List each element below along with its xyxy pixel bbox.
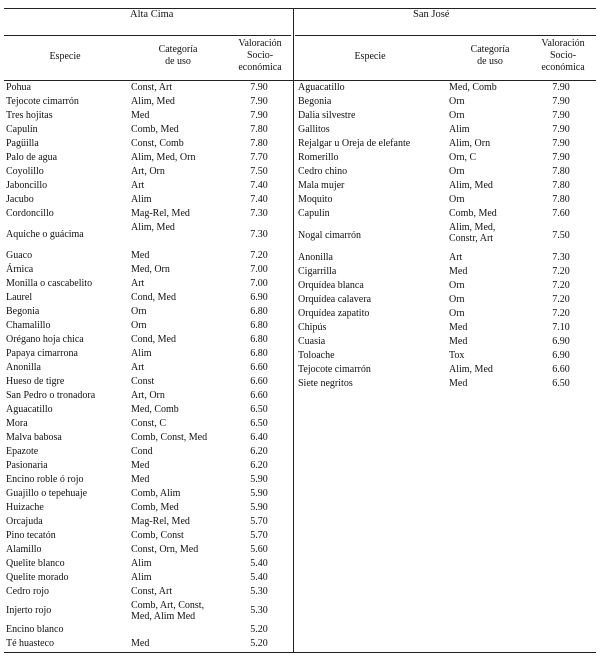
valuation-cell: 5.40 xyxy=(250,572,268,583)
use-category-cell: Alim, Med xyxy=(131,96,175,107)
use-category-cell: Orn, C xyxy=(449,152,477,163)
header-species-right: Especie xyxy=(354,51,386,62)
species-cell: Quelite morado xyxy=(6,572,69,583)
valuation-cell: 7.90 xyxy=(552,152,570,163)
species-cell: San Pedro o tronadora xyxy=(6,390,96,401)
valuation-cell: 6.20 xyxy=(250,446,268,457)
header-use-left: Categoría de uso xyxy=(158,44,198,67)
species-cell: Chamalillo xyxy=(6,320,51,331)
species-cell: Cedro rojo xyxy=(6,586,50,597)
species-cell: Cuasia xyxy=(298,336,326,347)
species-cell: Nogal cimarrón xyxy=(298,230,362,241)
valuation-cell: 7.20 xyxy=(552,308,570,319)
use-category-cell: Alim xyxy=(449,124,470,135)
species-cell: Jaboncillo xyxy=(6,180,48,191)
species-cell: Encino blanco xyxy=(6,624,64,635)
valuation-cell: 7.50 xyxy=(552,230,570,241)
group-rule-left xyxy=(4,35,291,36)
species-cell: Guaco xyxy=(6,250,33,261)
species-cell: Begonia xyxy=(6,306,40,317)
valuation-cell: 5.60 xyxy=(250,544,268,555)
species-cell: Injerto rojo xyxy=(6,605,52,616)
species-cell: Aguacatillo xyxy=(298,82,345,93)
use-category-cell: Const, Art xyxy=(131,586,173,597)
species-cell: Epazote xyxy=(6,446,39,457)
valuation-cell: 7.90 xyxy=(552,124,570,135)
species-cell: Jacubo xyxy=(6,194,34,205)
valuation-cell: 5.40 xyxy=(250,558,268,569)
species-cell: Palo de agua xyxy=(6,152,58,163)
use-category-cell: Tox xyxy=(449,350,465,361)
species-cell: Mora xyxy=(6,418,28,429)
use-category-cell: Med xyxy=(131,110,150,121)
use-category-cell: Alim xyxy=(131,558,152,569)
species-cell: Dalia silvestre xyxy=(298,110,356,121)
use-category-cell: Orn xyxy=(449,166,465,177)
valuation-cell: 7.10 xyxy=(552,322,570,333)
valuation-cell: 7.90 xyxy=(250,96,268,107)
valuation-cell: 6.80 xyxy=(250,334,268,345)
valuation-cell: 6.50 xyxy=(250,404,268,415)
valuation-cell: 5.30 xyxy=(250,605,268,616)
use-category-cell: Alim, Med xyxy=(131,222,175,233)
species-cell: Tres hojitas xyxy=(6,110,53,121)
valuation-cell: 5.20 xyxy=(250,638,268,649)
species-cell: Coyolillo xyxy=(6,166,44,177)
header-value-left: Valoración Socio- económica xyxy=(238,38,282,73)
use-category-cell: Mag-Rel, Med xyxy=(131,208,190,219)
valuation-cell: 7.80 xyxy=(552,166,570,177)
valuation-cell: 5.70 xyxy=(250,530,268,541)
valuation-cell: 7.20 xyxy=(250,250,268,261)
use-category-cell: Art xyxy=(131,180,145,191)
use-category-cell: Med xyxy=(449,378,468,389)
valuation-cell: 7.80 xyxy=(552,194,570,205)
valuation-cell: 6.20 xyxy=(250,460,268,471)
use-category-cell: Med xyxy=(131,638,150,649)
valuation-cell: 5.30 xyxy=(250,586,268,597)
species-cell: Encino roble ó rojo xyxy=(6,474,84,485)
species-cell: Siete negritos xyxy=(298,378,353,389)
use-category-cell: Mag-Rel, Med xyxy=(131,516,190,527)
use-category-cell: Alim xyxy=(131,572,152,583)
valuation-cell: 5.90 xyxy=(250,474,268,485)
species-cell: Alamillo xyxy=(6,544,42,555)
valuation-cell: 5.90 xyxy=(250,502,268,513)
use-category-cell: Med, Comb xyxy=(449,82,497,93)
use-category-cell: Comb, Alim xyxy=(131,488,181,499)
species-cell: Orégano hoja chica xyxy=(6,334,84,345)
use-category-cell: Cond, Med xyxy=(131,292,176,303)
use-category-cell: Orn xyxy=(449,194,465,205)
use-category-cell: Med, Comb xyxy=(131,404,179,415)
use-category-cell: Const, C xyxy=(131,418,167,429)
use-category-cell: Orn xyxy=(449,294,465,305)
species-cell: Anonilla xyxy=(298,252,333,263)
species-cell: Begonia xyxy=(298,96,332,107)
header-species-left: Especie xyxy=(49,51,81,62)
species-cell: Aguacatillo xyxy=(6,404,53,415)
species-cell: Toloache xyxy=(298,350,335,361)
use-category-cell: Orn xyxy=(449,110,465,121)
use-category-cell: Comb, Const, Med xyxy=(131,432,208,443)
use-category-cell: Const, Art xyxy=(131,82,173,93)
use-category-cell: Alim xyxy=(131,348,152,359)
valuation-cell: 7.20 xyxy=(552,294,570,305)
valuation-cell: 5.70 xyxy=(250,516,268,527)
valuation-cell: 7.00 xyxy=(250,264,268,275)
species-cell: Capulín xyxy=(6,124,38,135)
species-cell: Pohua xyxy=(6,82,31,93)
use-category-cell: Comb, Art, Const, Med, Alim Med xyxy=(131,600,205,622)
species-cell: Aquiche o guácima xyxy=(6,229,84,240)
valuation-cell: 7.30 xyxy=(250,229,268,240)
valuation-cell: 6.90 xyxy=(552,336,570,347)
valuation-cell: 7.80 xyxy=(552,180,570,191)
species-cell: Orquídea calavera xyxy=(298,294,372,305)
valuation-cell: 7.90 xyxy=(250,110,268,121)
use-category-cell: Alim, Med, Constr, Art xyxy=(449,222,496,244)
species-cell: Cedro chino xyxy=(298,166,348,177)
valuation-cell: 6.80 xyxy=(250,348,268,359)
valuation-cell: 6.60 xyxy=(250,390,268,401)
valuation-cell: 7.30 xyxy=(552,252,570,263)
species-cell: Orquídea blanca xyxy=(298,280,364,291)
use-category-cell: Orn xyxy=(449,308,465,319)
use-category-cell: Art xyxy=(131,278,145,289)
use-category-cell: Alim, Med xyxy=(449,364,493,375)
valuation-cell: 6.50 xyxy=(552,378,570,389)
species-cell: Romerillo xyxy=(298,152,339,163)
species-cell: Gallitos xyxy=(298,124,330,135)
species-cell: Huizache xyxy=(6,502,44,513)
use-category-cell: Alim, Med xyxy=(449,180,493,191)
valuation-cell: 5.90 xyxy=(250,488,268,499)
use-category-cell: Med xyxy=(131,460,150,471)
valuation-cell: 7.40 xyxy=(250,194,268,205)
use-category-cell: Cond xyxy=(131,446,153,457)
valuation-cell: 6.60 xyxy=(552,364,570,375)
species-cell: Mala mujer xyxy=(298,180,345,191)
species-cell: Anonilla xyxy=(6,362,41,373)
use-category-cell: Orn xyxy=(449,280,465,291)
valuation-cell: 6.80 xyxy=(250,320,268,331)
valuation-cell: 7.70 xyxy=(250,152,268,163)
use-category-cell: Comb, Const xyxy=(131,530,184,541)
species-cell: Tejocote cimarrón xyxy=(6,96,79,107)
valuation-cell: 6.50 xyxy=(250,418,268,429)
group-separator xyxy=(293,8,294,652)
species-cell: Cigarrilla xyxy=(298,266,337,277)
species-cell: Pasionaria xyxy=(6,460,48,471)
species-cell: Quelite blanco xyxy=(6,558,65,569)
table-bottom-rule xyxy=(4,652,596,653)
use-category-cell: Med xyxy=(449,336,468,347)
species-cell: Pino tecatón xyxy=(6,530,56,541)
valuation-cell: 6.40 xyxy=(250,432,268,443)
species-cell: Papaya cimarrona xyxy=(6,348,78,359)
species-cell: Orquídea zapatito xyxy=(298,308,370,319)
use-category-cell: Const, Comb xyxy=(131,138,184,149)
valuation-cell: 7.90 xyxy=(552,110,570,121)
use-category-cell: Med xyxy=(131,474,150,485)
group-title-san-jose: San José xyxy=(413,9,450,20)
species-cell: Moquito xyxy=(298,194,333,205)
species-cell: Orcajuda xyxy=(6,516,43,527)
header-bottom-rule xyxy=(4,80,596,81)
species-cell: Laurel xyxy=(6,292,33,303)
species-cell: Capulín xyxy=(298,208,330,219)
use-category-cell: Orn xyxy=(131,320,147,331)
use-category-cell: Const, Orn, Med xyxy=(131,544,199,555)
use-category-cell: Cond, Med xyxy=(131,334,176,345)
valuation-cell: 7.20 xyxy=(552,280,570,291)
use-category-cell: Med xyxy=(449,322,468,333)
use-category-cell: Art xyxy=(449,252,463,263)
valuation-cell: 7.90 xyxy=(552,138,570,149)
species-cell: Guajillo o tepehuaje xyxy=(6,488,88,499)
use-category-cell: Art xyxy=(131,362,145,373)
use-category-cell: Art, Orn xyxy=(131,166,165,177)
species-cell: Monilla o cascabelito xyxy=(6,278,93,289)
valuation-cell: 6.80 xyxy=(250,306,268,317)
valuation-cell: 7.20 xyxy=(552,266,570,277)
group-rule-right xyxy=(295,35,596,36)
valuation-cell: 6.90 xyxy=(250,292,268,303)
valuation-cell: 7.30 xyxy=(250,208,268,219)
use-category-cell: Med, Orn xyxy=(131,264,170,275)
use-category-cell: Const xyxy=(131,376,155,387)
valuation-cell: 7.90 xyxy=(552,82,570,93)
use-category-cell: Art, Orn xyxy=(131,390,165,401)
valuation-cell: 7.90 xyxy=(552,96,570,107)
use-category-cell: Med xyxy=(131,250,150,261)
species-cell: Rejalgar u Oreja de elefante xyxy=(298,138,411,149)
species-cell: Pagüilla xyxy=(6,138,39,149)
use-category-cell: Alim, Med, Orn xyxy=(131,152,196,163)
use-category-cell: Comb, Med xyxy=(131,502,179,513)
header-use-right: Categoría de uso xyxy=(470,44,510,67)
valuation-cell: 7.80 xyxy=(250,124,268,135)
use-category-cell: Comb, Med xyxy=(449,208,497,219)
use-category-cell: Comb, Med xyxy=(131,124,179,135)
valuation-cell: 7.60 xyxy=(552,208,570,219)
species-cell: Chipús xyxy=(298,322,327,333)
valuation-cell: 7.80 xyxy=(250,138,268,149)
valuation-cell: 7.50 xyxy=(250,166,268,177)
valuation-cell: 7.90 xyxy=(250,82,268,93)
species-cell: Cordoncillo xyxy=(6,208,54,219)
header-value-right: Valoración Socio- económica xyxy=(541,38,585,73)
valuation-cell: 5.20 xyxy=(250,624,268,635)
valuation-cell: 6.60 xyxy=(250,362,268,373)
table-top-rule xyxy=(4,8,596,9)
use-category-cell: Alim xyxy=(131,194,152,205)
use-category-cell: Orn xyxy=(449,96,465,107)
valuation-cell: 6.60 xyxy=(250,376,268,387)
species-cell: Hueso de tigre xyxy=(6,376,65,387)
species-cell: Malva babosa xyxy=(6,432,62,443)
species-cell: Tejocote cimarrón xyxy=(298,364,371,375)
species-cell: Té huasteco xyxy=(6,638,55,649)
group-title-alta-cima: Alta Cima xyxy=(130,9,174,20)
valuation-cell: 7.00 xyxy=(250,278,268,289)
use-category-cell: Orn xyxy=(131,306,147,317)
valuation-cell: 7.40 xyxy=(250,180,268,191)
use-category-cell: Med xyxy=(449,266,468,277)
species-cell: Árnica xyxy=(6,264,34,275)
use-category-cell: Alim, Orn xyxy=(449,138,491,149)
valuation-cell: 6.90 xyxy=(552,350,570,361)
